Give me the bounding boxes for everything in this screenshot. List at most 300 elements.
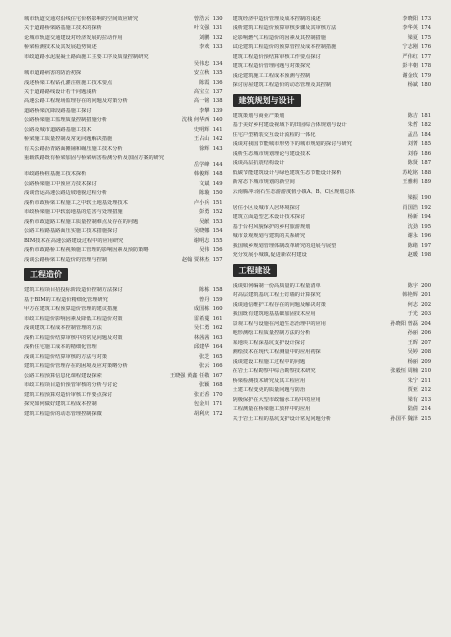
entry-author: 胡利庆: [193, 410, 210, 417]
toc-entry[interactable]: [233, 416, 432, 423]
toc-entry[interactable]: [233, 283, 432, 290]
entry-meta: [194, 98, 223, 105]
toc-entry[interactable]: [24, 316, 223, 323]
entry-meta: [408, 387, 431, 394]
toc-entry[interactable]: [24, 98, 223, 105]
entry-page: 135: [212, 70, 223, 77]
toc-entry[interactable]: [233, 340, 432, 347]
entry-title: 桥梁检测技术研究及其工程应用: [232, 377, 306, 384]
entry-author: 陈绪: [407, 242, 418, 249]
toc-column-right: [233, 16, 432, 627]
toc-entry[interactable]: [233, 359, 432, 366]
entry-title: BIM技术在高速公路建设过程中的应用研究: [24, 237, 124, 244]
entry-meta: [24, 61, 223, 68]
entry-page: 190: [421, 195, 431, 202]
entry-author: 梁有: [407, 396, 418, 403]
entry-author: 高宝立: [193, 88, 210, 95]
entry-author: 刘菁: [407, 141, 418, 148]
entry-page: 158: [212, 287, 223, 294]
entry-author: 孟昌: [407, 131, 418, 138]
entry-title: 测绘技术在现代工程测量中的应用初探: [232, 349, 321, 356]
entry-page: 206: [421, 330, 431, 337]
entry-author: 于光: [407, 311, 418, 318]
toc-entry[interactable]: [233, 54, 432, 61]
toc-entry[interactable]: [24, 155, 223, 168]
entry-title: 重载铁路既有桥梁加固与桥梁病害检测分析及加固方案的研究: [24, 155, 165, 162]
entry-author: 梁振: [407, 195, 418, 202]
entry-author: 高一铭: [193, 98, 210, 105]
toc-entry[interactable]: [24, 297, 223, 304]
entry-title: 市政工程项目造价预管审核的分析与讨论: [24, 382, 118, 389]
entry-meta: [199, 44, 222, 51]
entry-title: 建筑工程预算对造价审核工作要点探讨: [24, 391, 113, 398]
entry-meta: [194, 335, 223, 342]
entry-page: 142: [212, 136, 223, 143]
section-header-construction: 工程建设: [233, 264, 277, 277]
entry-meta: [182, 257, 223, 264]
toc-entry[interactable]: [24, 190, 223, 197]
entry-title: 阴极保护在大型市政输水工程中的应用: [232, 396, 321, 403]
entry-meta: [194, 70, 223, 77]
entry-page: 173: [421, 16, 431, 22]
entry-title: 浅析市政桥梁工程施工之中软土地基处理技术: [24, 199, 128, 206]
entry-author: 徐辉: [199, 145, 210, 152]
entry-meta: [199, 287, 222, 294]
entry-author: 刘春: [407, 150, 418, 157]
toc-entry[interactable]: [233, 132, 432, 139]
entry-author: 刘鹏: [199, 34, 210, 41]
entry-author: 谢明志: [193, 237, 210, 244]
entry-author: 杨斌: [407, 82, 418, 89]
entry-author: 朱哲: [407, 122, 418, 129]
entry-author: 王占山: [193, 136, 210, 143]
toc-entry[interactable]: [233, 141, 432, 148]
entry-title: 基于BIM的工程造价精细化管理研究: [24, 296, 108, 303]
entry-page: 192: [421, 204, 431, 211]
entry-page: 178: [421, 63, 431, 70]
entry-meta: [408, 82, 431, 89]
entry-meta: [194, 25, 223, 32]
entry-meta: [194, 200, 223, 207]
toc-entry[interactable]: [24, 287, 223, 294]
entry-author: 吴伟: [199, 247, 210, 254]
toc-entry[interactable]: [24, 108, 223, 115]
toc-entry[interactable]: [233, 122, 432, 129]
entry-page: 160: [212, 306, 223, 313]
toc-entry[interactable]: [24, 382, 223, 389]
entry-author: 卢小兵: [193, 199, 210, 206]
entry-author: 吴婷: [407, 349, 418, 356]
entry-page: 201: [421, 292, 431, 299]
entry-meta: [194, 392, 223, 399]
toc-entry[interactable]: [233, 205, 432, 212]
entry-page: 150: [212, 190, 223, 197]
entry-meta: [402, 73, 431, 80]
entry-author: 吴晓娜: [193, 228, 210, 235]
entry-title: 建筑经济中造价管理及成本控制的浅述: [232, 16, 321, 22]
entry-title: 居住小区及城市人居环境探讨: [232, 204, 300, 211]
entry-page: 136: [212, 79, 223, 86]
toc-entry[interactable]: [24, 306, 223, 313]
entry-meta: [199, 146, 222, 153]
entry-meta: [199, 363, 222, 370]
toc-entry[interactable]: [233, 397, 432, 404]
entry-title: 道路桥梁沉降段路基施工探讨: [24, 107, 92, 114]
entry-title: 市政路桥桩基施工技术探析: [24, 171, 87, 178]
entry-author: 韩艳辉: [402, 292, 418, 299]
entry-title: 基于台村风貌保护的乡村旅游规划: [232, 223, 311, 230]
section-header-cost: 工程造价: [24, 268, 68, 281]
entry-meta: [182, 117, 223, 124]
entry-meta: [402, 25, 431, 32]
entry-title: 住宅户型精装交互设计流程的一体化: [232, 131, 316, 138]
entry-page: 153: [212, 218, 223, 225]
entry-author: 吴伟忠: [193, 60, 210, 67]
entry-title: 浅谈建设工程施工过程中的问题: [232, 358, 306, 365]
entry-title: 浅谈营运高速公路边坡地貌过程分析: [24, 190, 108, 197]
entry-page: 198: [421, 252, 431, 259]
entry-page: 137: [212, 88, 223, 95]
entry-author: 杨丽: [407, 358, 418, 365]
entry-page: 188: [421, 169, 431, 176]
toc-entry[interactable]: [24, 401, 223, 408]
entry-page: 167: [212, 372, 223, 379]
entry-title: 公路桥梁施工监理质量控制措施分析: [24, 117, 108, 124]
entry-title: 建筑工程项目招投标阶段造价控制方法探讨: [24, 287, 123, 294]
entry-page: 177: [421, 53, 431, 60]
toc-entry[interactable]: [233, 113, 432, 120]
toc-entry[interactable]: [233, 292, 432, 299]
entry-page: 215: [421, 415, 431, 422]
toc-entry[interactable]: [24, 228, 223, 235]
entry-author: 吴献: [199, 218, 210, 225]
entry-page: 180: [421, 82, 431, 89]
entry-page: 181: [421, 112, 431, 119]
entry-meta: [402, 54, 431, 61]
entry-meta: [194, 411, 223, 418]
entry-meta: [402, 44, 431, 51]
entry-author: 贾亚: [407, 387, 418, 394]
entry-meta: [408, 113, 431, 120]
entry-meta: [408, 340, 431, 347]
toc-entry[interactable]: [233, 160, 432, 167]
toc-entry[interactable]: [24, 181, 223, 188]
toc-entry[interactable]: [233, 63, 432, 70]
entry-author: 吴仁勇: [193, 325, 210, 332]
entry-page: 203: [421, 311, 431, 318]
entry-author: 张芝: [199, 353, 210, 360]
entry-author: 成国栋: [193, 306, 210, 313]
entry-author: 雷希蔓: [193, 315, 210, 322]
toc-entry[interactable]: [233, 233, 432, 240]
entry-page: 208: [421, 349, 431, 356]
entry-page: 204: [421, 320, 431, 327]
toc-entry[interactable]: [233, 252, 432, 259]
entry-author: 肖国浩: [402, 204, 418, 211]
entry-author: 宁志刚: [402, 44, 418, 51]
entry-title: 云南腾冲:南石生态游游度假小镇A、B、C区规划总体: [232, 188, 355, 195]
entry-title: 公路桥梁施工中预应力技术探讨: [24, 180, 97, 187]
toc-entry[interactable]: [24, 127, 223, 134]
toc-entry[interactable]: [233, 35, 432, 42]
entry-title: 浅析市政路桥工程视频施工管理的影响因素及预防策略: [24, 247, 149, 254]
entry-title: 浅谈高层抗震结构设计: [232, 160, 285, 167]
entry-meta: [199, 247, 222, 254]
section-header-planning: 建筑规划与设计: [233, 94, 301, 107]
entry-title: 公路工程路基路面压实施工技术措施探讨: [24, 228, 118, 235]
toc-entry[interactable]: [233, 25, 432, 32]
entry-author: 曾丹: [199, 296, 210, 303]
entry-page: 185: [421, 141, 431, 148]
toc-entry[interactable]: [24, 392, 223, 399]
entry-meta: [402, 292, 431, 299]
entry-author: 李攀: [199, 107, 210, 114]
entry-author: 谢金玫: [402, 72, 418, 79]
entry-title: 建筑工程造价的动态管理控制探微: [24, 410, 102, 417]
toc-entry[interactable]: [24, 117, 223, 124]
toc-entry[interactable]: [233, 214, 432, 221]
entry-page: 162: [212, 325, 223, 332]
toc-entry[interactable]: [24, 209, 223, 216]
entry-page: 149: [212, 180, 223, 187]
entry-meta: [390, 416, 431, 423]
entry-author: 王晖: [407, 339, 418, 346]
toc-entry[interactable]: [233, 311, 432, 318]
entry-page: 168: [212, 382, 223, 389]
toc-entry[interactable]: [233, 151, 432, 158]
toc-list: [24, 287, 223, 417]
entry-page: 157: [212, 256, 223, 263]
entry-author: 文斌: [199, 180, 210, 187]
entry-meta: [199, 382, 222, 389]
toc-entry[interactable]: [24, 54, 223, 67]
entry-author: 陈璇: [199, 190, 210, 197]
toc-entry[interactable]: [24, 136, 223, 143]
entry-page: 144: [212, 161, 223, 168]
entry-title: 城市道路病害的防治初探: [24, 70, 82, 77]
entry-title: 试论建筑工程造价的预算管控及成本控制措施: [232, 44, 337, 51]
entry-title: 工程测量在桥梁施工放样中的应用: [232, 406, 311, 413]
entry-title: 浅析建筑工程造价预算审核步骤及其审核方法: [232, 25, 337, 32]
entry-meta: [199, 297, 222, 304]
entry-title: 我国城乡规划管理体制改革研究的进展与展望: [232, 242, 337, 249]
toc-entry[interactable]: [24, 344, 223, 351]
toc-entry[interactable]: [233, 73, 432, 80]
toc-entry[interactable]: [24, 80, 223, 87]
entry-meta: [194, 127, 223, 134]
entry-meta: [408, 397, 431, 404]
entry-page: 172: [212, 410, 223, 417]
toc-entry[interactable]: [24, 44, 223, 51]
entry-meta: [199, 190, 222, 197]
entry-author: 陈栋: [199, 287, 210, 294]
entry-page: 134: [212, 60, 223, 67]
toc-entry[interactable]: [233, 387, 432, 394]
toc-entry[interactable]: [24, 238, 223, 245]
toc-entry[interactable]: [233, 330, 432, 337]
toc-entry[interactable]: [233, 243, 432, 250]
toc-entry[interactable]: [24, 247, 223, 254]
entry-title: 探究如何做好建筑工程成本控制: [24, 401, 97, 408]
entry-author: 陈宇: [407, 282, 418, 289]
entry-meta: [408, 122, 431, 129]
entry-meta: [194, 325, 223, 332]
entry-meta: [408, 330, 431, 337]
entry-author: 李华英: [402, 25, 418, 32]
toc-entry[interactable]: [233, 189, 432, 202]
entry-author: 陆倩: [407, 406, 418, 413]
entry-page: 171: [212, 401, 223, 408]
entry-page: 179: [421, 72, 431, 79]
entry-meta: [408, 35, 431, 42]
entry-page: 151: [212, 199, 223, 206]
toc-list: [233, 16, 432, 89]
entry-meta: [24, 162, 223, 169]
entry-title: 浅析工程造价结算审核中的常见问题及对策: [24, 334, 123, 341]
entry-meta: [233, 195, 432, 202]
entry-meta: [199, 80, 222, 87]
entry-meta: [199, 219, 222, 226]
entry-author: 陈霞: [199, 79, 210, 86]
entry-page: 170: [212, 391, 223, 398]
entry-meta: [408, 311, 431, 318]
entry-title: 土建工程变更的质量问题与防治: [232, 387, 306, 394]
entry-title: 新常态下城市规划的新空间: [232, 179, 295, 186]
toc-entry[interactable]: [24, 70, 223, 77]
toc-entry[interactable]: [24, 25, 223, 32]
entry-page: 156: [212, 247, 223, 254]
entry-meta: [402, 16, 431, 23]
entry-meta: [408, 283, 431, 290]
entry-title: 浅谈建筑工程成本控制管理的方法: [24, 325, 102, 332]
toc-entry[interactable]: [233, 378, 432, 385]
entry-meta: [390, 321, 431, 328]
entry-title: 论影响燃气工程造价的因素及其控制措施: [232, 34, 326, 41]
toc-entry[interactable]: [233, 406, 432, 413]
entry-title: 建筑工程造价管理问题与对策探究: [232, 63, 311, 70]
entry-meta: [402, 170, 431, 177]
entry-page: 197: [421, 242, 431, 249]
toc-entry[interactable]: [24, 335, 223, 342]
toc-entry[interactable]: [233, 44, 432, 51]
toc-entry[interactable]: [24, 363, 223, 370]
toc-entry[interactable]: [24, 35, 223, 42]
toc-entry[interactable]: [24, 257, 223, 264]
entry-title: 浅谈公路桥梁工程造价的管理与控制: [24, 256, 108, 263]
entry-meta: [194, 344, 223, 351]
entry-title: 浅析市政道路工程施工质量控制难点及存在的问题: [24, 218, 139, 225]
entry-meta: [199, 35, 222, 42]
entry-meta: [194, 238, 223, 245]
entry-author: 彭勇: [199, 209, 210, 216]
entry-page: 159: [212, 296, 223, 303]
entry-author: 李晓阳: [402, 16, 418, 22]
entry-page: 212: [421, 387, 431, 394]
entry-author: 王雅莉: [402, 179, 418, 186]
toc-entry[interactable]: [24, 146, 223, 153]
entry-page: 130: [212, 16, 223, 22]
toc-entry[interactable]: [24, 16, 223, 23]
entry-page: 132: [212, 34, 223, 41]
toc-entry[interactable]: [233, 16, 432, 23]
entry-author: 林茜茜: [193, 334, 210, 341]
toc-entry[interactable]: [24, 89, 223, 96]
entry-meta: [408, 132, 431, 139]
entry-meta: [408, 349, 431, 356]
toc-entry[interactable]: [233, 170, 432, 177]
toc-entry[interactable]: [24, 325, 223, 332]
entry-page: 175: [421, 34, 431, 41]
entry-author: 李欢: [199, 44, 210, 51]
toc-entry[interactable]: [24, 171, 223, 178]
entry-meta: [408, 224, 431, 231]
entry-page: 214: [421, 406, 431, 413]
entry-author: 张颖: [199, 382, 210, 389]
entry-meta: [199, 181, 222, 188]
entry-title: 关于道路路线设计若干问题浅析: [24, 88, 97, 95]
entry-title: 浅析生态城市规划理论与建设技术: [232, 150, 311, 157]
toc-entry[interactable]: [233, 179, 432, 186]
entry-page: 166: [212, 363, 223, 370]
toc-entry[interactable]: [233, 321, 432, 328]
entry-meta: [402, 179, 431, 186]
entry-meta: [199, 209, 222, 216]
entry-author: 包金川: [193, 401, 210, 408]
entry-title: 高速公路工程现场监理存在的问题及对策分析: [24, 98, 128, 105]
toc-entry[interactable]: [233, 368, 432, 375]
entry-title: 关于道路桥梁路基施工技术的探析: [24, 25, 102, 32]
entry-author: 曾浩云: [193, 16, 210, 22]
entry-title: 市政工程造价影响因素及降低工程造价对策: [24, 315, 123, 322]
entry-author: 孙丽: [407, 330, 418, 337]
entry-title: 浅谈工程造价结算审核的方法与对策: [24, 353, 108, 360]
toc-entry[interactable]: [24, 373, 223, 380]
toc-entry[interactable]: [233, 302, 432, 309]
entry-page: 143: [212, 145, 223, 152]
entry-meta: [408, 214, 431, 221]
entry-title: 公路及城市道路路基施工技术: [24, 126, 92, 133]
entry-meta: [194, 171, 223, 178]
entry-page: 207: [421, 339, 431, 346]
entry-author: 张云: [199, 363, 210, 370]
entry-meta: [194, 228, 223, 235]
entry-page: 211: [421, 377, 431, 384]
entry-author: 孙国平 魏泽: [390, 415, 418, 422]
entry-meta: [194, 316, 223, 323]
entry-meta: [199, 108, 222, 115]
entry-title: 桥梁检测技术及其发展趋势简述: [24, 44, 97, 51]
entry-meta: [194, 306, 223, 313]
toc-entry[interactable]: [24, 411, 223, 418]
entry-title: 景观工程与设施在河道生态治理中的应用: [232, 320, 326, 327]
entry-author: 史明辉: [193, 126, 210, 133]
toc-entry[interactable]: [233, 224, 432, 231]
entry-page: 141: [212, 126, 223, 133]
entry-page: 164: [212, 344, 223, 351]
toc-list: [233, 283, 432, 422]
entry-meta: [194, 136, 223, 143]
toc-entry[interactable]: [24, 354, 223, 361]
toc-entry[interactable]: [24, 219, 223, 226]
entry-page: 202: [421, 301, 431, 308]
toc-entry[interactable]: [24, 200, 223, 207]
entry-author: 王晓强 黄鑫 任敬: [169, 372, 210, 379]
entry-meta: [408, 252, 431, 259]
toc-entry[interactable]: [233, 349, 432, 356]
entry-author: 陈贤: [407, 160, 418, 167]
toc-entry[interactable]: [233, 82, 432, 89]
entry-title: 浅析住宅施工成本的精细化管理: [24, 344, 97, 351]
